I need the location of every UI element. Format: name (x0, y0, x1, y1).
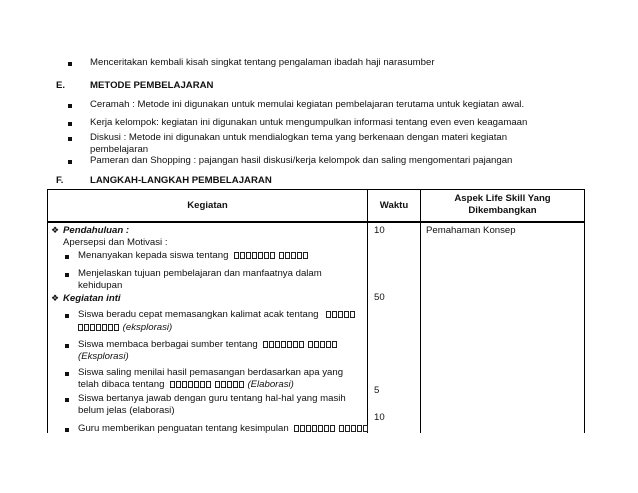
inti-bullet-3-text: telah dibaca tentang (78, 379, 165, 390)
arabic-glyphs (294, 423, 369, 434)
inti-bullet-2-text: Siswa membaca berbagai sumber tentang (78, 339, 258, 350)
bullet-icon (68, 122, 72, 126)
bullet-icon (65, 398, 69, 402)
inti-bullet-1-tail: (eksplorasi) (122, 322, 173, 333)
arabic-glyphs (170, 379, 245, 390)
section-f-letter: F. (56, 175, 64, 186)
intro-bullet-text: Menceritakan kembali kisah singkat tentang pengalaman ibadah haji narasumber (90, 57, 435, 68)
section-e-title: METODE PEMBELAJARAN (90, 80, 214, 91)
inti-bullet-5-text: Guru memberikan penguatan tentang kesimpulan (78, 423, 289, 434)
method-item-diskusi-cont: pembelajaran (90, 144, 149, 155)
inti-bullet-3-line1: Siswa saling menilai hasil pemasangan berdasarkan apa yang (78, 367, 344, 378)
bullet-icon (65, 314, 69, 318)
apersepsi-label: Apersepsi dan Motivasi : (63, 237, 168, 248)
inti-bullet-3-tail: (Elaborasi) (247, 379, 294, 390)
bullet-icon (68, 62, 72, 66)
aspek-pemahaman: Pemahaman Konsep (426, 225, 516, 236)
inti-bullet-3-line2 (78, 379, 294, 390)
table-border-top (47, 189, 584, 190)
bullet-icon (65, 273, 69, 277)
pendahuluan-bullet-1-text: Menanyakan kepada siswa tentang (78, 250, 229, 261)
header-aspek-line2: Dikembangkan (468, 205, 537, 216)
waktu-pendahuluan: 10 (374, 225, 385, 236)
section-e-letter: E. (56, 80, 66, 91)
table-border-right (584, 189, 585, 433)
arabic-glyphs (78, 322, 120, 333)
bullet-icon (65, 428, 69, 432)
table-header-divider (47, 221, 584, 223)
inti-bullet-2-tail: (Eksplorasi) (78, 351, 129, 362)
pendahuluan-bullet-2-line2: kehidupan (78, 280, 123, 291)
bullet-icon (65, 255, 69, 259)
inti-bullet-4-line2: belum jelas (elaborasi) (78, 405, 175, 416)
waktu-penguatan: 10 (374, 412, 385, 423)
arabic-glyphs (263, 339, 338, 350)
table-border-left (47, 189, 48, 433)
method-item-pameran: Pameran dan Shopping : pajangan hasil diskusi/kerja kelompok dan saling mengomentari pajangan (90, 155, 513, 166)
arabic-glyphs (326, 309, 356, 320)
table-col-divider-2 (420, 189, 421, 433)
bullet-icon (65, 344, 69, 348)
pendahuluan-bullet-2-line1: Menjelaskan tujuan pembelajaran dan manfaatnya dalam (78, 268, 322, 279)
method-item-kerja-kelompok: Kerja kelompok: kegiatan ini digunakan untuk mengumpulkan informasi tentang even even keagamaan (90, 117, 528, 128)
bullet-icon (68, 104, 72, 108)
waktu-elaborasi: 5 (374, 385, 380, 396)
inti-bullet-2-line1 (78, 339, 338, 350)
inti-title: Kegiatan inti (63, 293, 121, 304)
table-col-divider-1 (367, 189, 368, 433)
method-item-ceramah: Ceramah : Metode ini digunakan untuk memulai kegiatan pembelajaran terutama untuk kegiatan awal. (90, 99, 525, 110)
inti-bullet-5-line1 (78, 423, 369, 434)
section-f-title: LANGKAH-LANGKAH PEMBELAJARAN (90, 175, 272, 186)
header-aspek-line1: Aspek Life Skill Yang (454, 193, 551, 204)
inti-bullet-1-line1 (78, 309, 356, 320)
pendahuluan-title: Pendahuluan : (63, 225, 130, 236)
arabic-glyphs (234, 250, 309, 261)
bullet-icon (65, 372, 69, 376)
bullet-icon (68, 137, 72, 141)
inti-bullet-1-line2 (78, 322, 172, 333)
header-kegiatan: Kegiatan (187, 200, 228, 211)
bullet-icon (68, 160, 72, 164)
pendahuluan-bullet-1 (78, 250, 309, 261)
waktu-inti: 50 (374, 292, 385, 303)
inti-bullet-1-text: Siswa beradu cepat memasangkan kalimat acak tentang (78, 309, 319, 320)
diamond-bullet-icon: ❖ (51, 225, 60, 235)
method-item-diskusi: Diskusi : Metode ini digunakan untuk mendialogkan tema yang berkenaan dengan materi kegiatan (90, 132, 508, 143)
inti-bullet-4-line1: Siswa bertanya jawab dengan guru tentang hal-hal yang masih (78, 393, 346, 404)
diamond-bullet-icon: ❖ (51, 293, 60, 303)
header-waktu: Waktu (379, 200, 409, 211)
